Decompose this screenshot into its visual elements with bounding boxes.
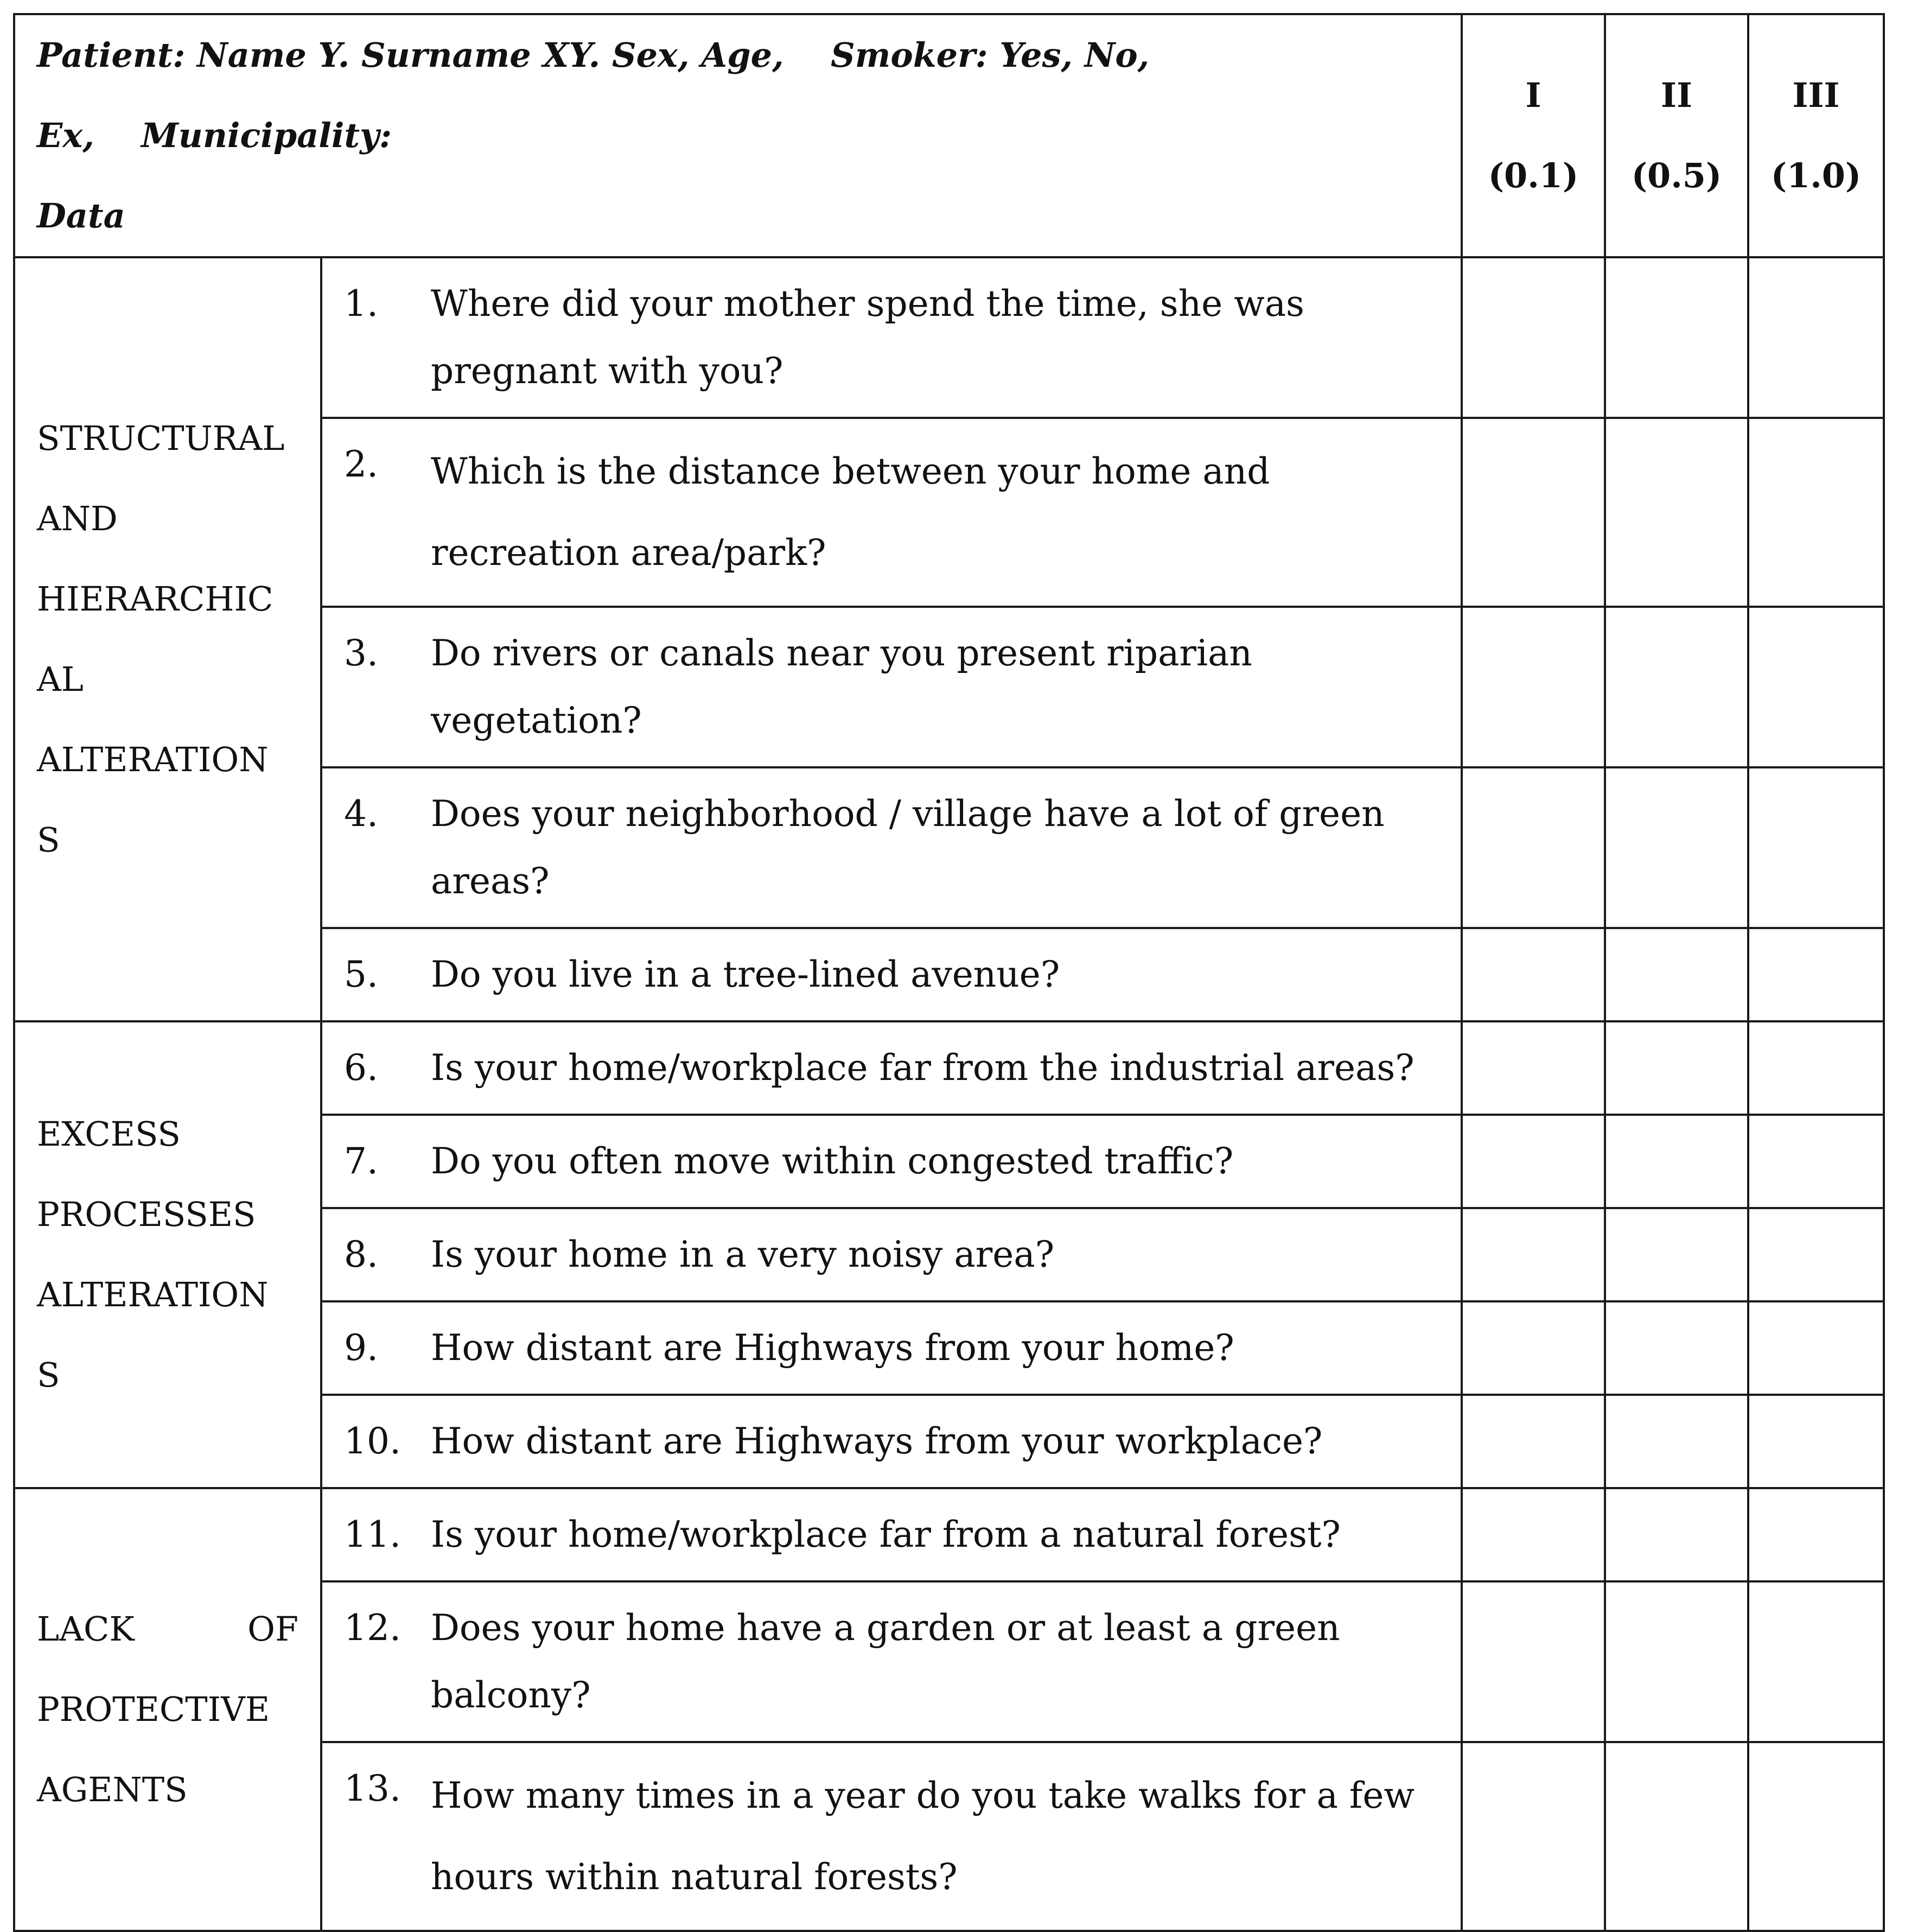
question-number: 11. — [344, 1514, 401, 1555]
answer-cell-ii[interactable] — [1605, 1021, 1748, 1115]
question-8 — [321, 1208, 1462, 1301]
question-12 — [321, 1581, 1462, 1742]
question-1 — [321, 257, 1462, 418]
answer-cell-iii[interactable] — [1748, 1115, 1884, 1208]
question-text: Which is the distance between your home and recreation area/park? — [431, 450, 1270, 574]
question-number: 2. — [344, 443, 378, 485]
question-11 — [321, 1488, 1462, 1581]
question-number: 6. — [344, 1047, 378, 1089]
question-7 — [321, 1115, 1462, 1208]
answer-cell-ii[interactable] — [1605, 928, 1748, 1021]
answer-cell-ii[interactable] — [1605, 1488, 1748, 1581]
answer-cell-i[interactable] — [1462, 257, 1605, 418]
column-header-ii — [1605, 14, 1748, 257]
answer-cell-i[interactable] — [1462, 1395, 1605, 1488]
answer-cell-i[interactable] — [1462, 418, 1605, 607]
question-5 — [321, 928, 1462, 1021]
table-row — [14, 1488, 1884, 1581]
category-line: AGENTS — [37, 1770, 188, 1809]
question-text: Do you live in a tree-lined avenue? — [431, 954, 1060, 995]
questionnaire — [13, 13, 1885, 1932]
column-weight: (1.0) — [1770, 156, 1862, 195]
answer-cell-i[interactable] — [1462, 1488, 1605, 1581]
question-number: 3. — [344, 632, 378, 674]
answer-cell-ii[interactable] — [1605, 767, 1748, 928]
answer-cell-ii[interactable] — [1605, 1115, 1748, 1208]
category-lack-of-protective — [14, 1488, 321, 1931]
question-text: Do rivers or canals near you present riparian vegetation? — [431, 632, 1252, 741]
answer-cell-i[interactable] — [1462, 928, 1605, 1021]
question-9 — [321, 1301, 1462, 1395]
category-structural — [14, 257, 321, 1021]
question-text: Is your home/workplace far from a natural forest? — [431, 1514, 1341, 1555]
answer-cell-i[interactable] — [1462, 1581, 1605, 1742]
answer-cell-i[interactable] — [1462, 1301, 1605, 1395]
answer-cell-ii[interactable] — [1605, 1581, 1748, 1742]
column-weight: (0.1) — [1488, 156, 1579, 195]
question-text: Does your home have a garden or at least a green balcony? — [431, 1607, 1340, 1716]
question-number: 10. — [344, 1420, 401, 1462]
answer-cell-iii[interactable] — [1748, 1301, 1884, 1395]
question-text: Does your neighborhood / village have a lot of green areas? — [431, 793, 1385, 902]
question-number: 4. — [344, 793, 378, 835]
answer-cell-i[interactable] — [1462, 1208, 1605, 1301]
answer-cell-iii[interactable] — [1748, 1395, 1884, 1488]
question-text: How distant are Highways from your workplace? — [431, 1420, 1323, 1462]
column-label: III — [1792, 75, 1840, 115]
answer-cell-ii[interactable] — [1605, 1301, 1748, 1395]
question-number: 8. — [344, 1234, 378, 1275]
answer-cell-i[interactable] — [1462, 1021, 1605, 1115]
question-6 — [321, 1021, 1462, 1115]
question-text: How distant are Highways from your home? — [431, 1327, 1234, 1369]
category-line: AL — [37, 659, 84, 699]
answer-cell-ii[interactable] — [1605, 418, 1748, 607]
question-number: 1. — [344, 283, 378, 325]
category-line: HIERARCHIC — [37, 579, 273, 619]
answer-cell-iii[interactable] — [1748, 1742, 1884, 1931]
question-4 — [321, 767, 1462, 928]
question-number: 12. — [344, 1607, 401, 1649]
category-line: STRUCTURAL — [37, 418, 285, 458]
question-text: Do you often move within congested traffic? — [431, 1140, 1234, 1182]
answer-cell-iii[interactable] — [1748, 1581, 1884, 1742]
question-10 — [321, 1395, 1462, 1488]
category-excess — [14, 1021, 321, 1488]
answer-cell-ii[interactable] — [1605, 607, 1748, 767]
column-header-i — [1462, 14, 1605, 257]
answer-cell-iii[interactable] — [1748, 607, 1884, 767]
question-text: Where did your mother spend the time, she was pregnant with you? — [431, 283, 1304, 392]
question-2 — [321, 418, 1462, 607]
column-weight: (0.5) — [1631, 156, 1722, 195]
answer-cell-iii[interactable] — [1748, 257, 1884, 418]
column-label: I — [1525, 75, 1541, 115]
column-label: II — [1660, 75, 1692, 115]
patient-info-line-1: Patient: Name Y. Surname XY. Sex, Age, Smoker: Yes, No, Ex, Municipality: — [37, 35, 1150, 155]
answer-cell-i[interactable] — [1462, 607, 1605, 767]
answer-cell-iii[interactable] — [1748, 1488, 1884, 1581]
answer-cell-iii[interactable] — [1748, 418, 1884, 607]
answer-cell-ii[interactable] — [1605, 1208, 1748, 1301]
answer-cell-ii[interactable] — [1605, 257, 1748, 418]
answer-cell-ii[interactable] — [1605, 1395, 1748, 1488]
column-header-iii — [1748, 14, 1884, 257]
header-row — [14, 14, 1884, 257]
category-line: LACK OF — [37, 1609, 298, 1649]
answer-cell-iii[interactable] — [1748, 767, 1884, 928]
question-number: 13. — [344, 1768, 401, 1809]
answer-cell-ii[interactable] — [1605, 1742, 1748, 1931]
patient-info-line-2: Data — [37, 196, 125, 236]
category-line: PROTECTIVE — [37, 1689, 270, 1729]
category-line: ALTERATION — [37, 1275, 269, 1314]
question-text: Is your home in a very noisy area? — [431, 1234, 1055, 1275]
answer-cell-i[interactable] — [1462, 1742, 1605, 1931]
questionnaire-table — [13, 13, 1885, 1932]
question-number: 7. — [344, 1140, 378, 1182]
category-line: S — [37, 820, 60, 860]
answer-cell-iii[interactable] — [1748, 1208, 1884, 1301]
patient-info-header — [14, 14, 1462, 257]
category-line: PROCESSES — [37, 1194, 256, 1234]
category-line: S — [37, 1355, 60, 1395]
question-3 — [321, 607, 1462, 767]
category-line: EXCESS — [37, 1114, 181, 1154]
answer-cell-iii[interactable] — [1748, 928, 1884, 1021]
question-13 — [321, 1742, 1462, 1931]
answer-cell-i[interactable] — [1462, 1115, 1605, 1208]
question-number: 9. — [344, 1327, 378, 1369]
category-line: ALTERATION — [37, 740, 269, 779]
table-row — [14, 257, 1884, 418]
category-line: AND — [37, 499, 118, 538]
question-text: How many times in a year do you take walks for a few hours within natural forests? — [431, 1775, 1415, 1898]
table-row — [14, 1021, 1884, 1115]
question-text: Is your home/workplace far from the industrial areas? — [431, 1047, 1415, 1089]
answer-cell-iii[interactable] — [1748, 1021, 1884, 1115]
question-number: 5. — [344, 954, 378, 995]
answer-cell-i[interactable] — [1462, 767, 1605, 928]
